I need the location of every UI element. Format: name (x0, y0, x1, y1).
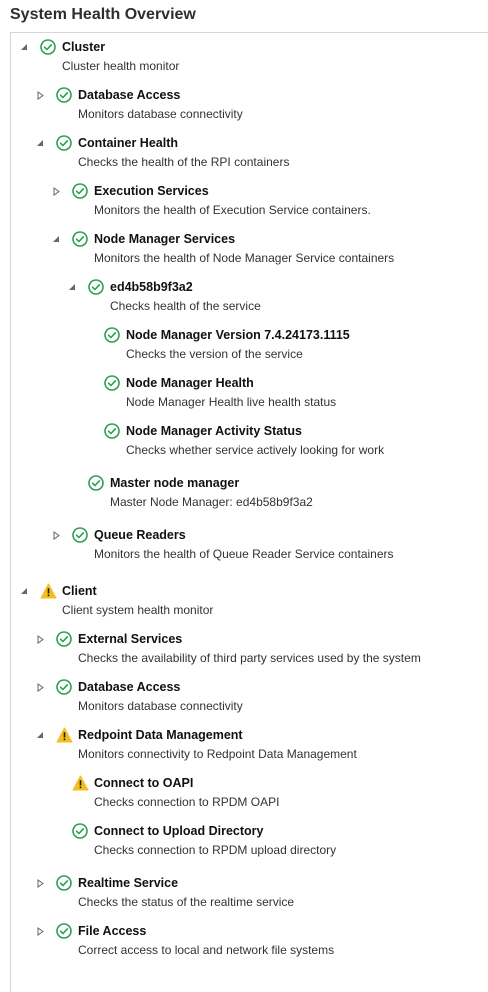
node-title: File Access (78, 924, 147, 938)
caret-down-icon[interactable] (48, 229, 64, 249)
caret-right-icon (37, 927, 44, 936)
check-circle-icon (102, 373, 122, 393)
tree-node[interactable] (0, 85, 488, 125)
tree-node[interactable] (0, 325, 488, 365)
caret-right-icon[interactable] (48, 181, 64, 201)
tree-node[interactable] (0, 677, 488, 717)
node-description: Checks health of the service (110, 299, 261, 313)
tree-node[interactable] (0, 725, 488, 765)
caret-right-icon (37, 683, 44, 692)
tree-node[interactable] (0, 525, 488, 565)
caret-down-icon (20, 587, 28, 595)
caret-right-icon[interactable] (32, 629, 48, 649)
node-description: Master Node Manager: ed4b58b9f3a2 (110, 495, 313, 509)
caret-right-icon (37, 635, 44, 644)
tree-node[interactable] (0, 921, 488, 961)
page-title: System Health Overview (10, 6, 196, 23)
caret-right-icon[interactable] (32, 85, 48, 105)
check-circle-icon (70, 821, 90, 841)
node-title: Container Health (78, 136, 179, 150)
node-title: Cluster (62, 40, 106, 54)
caret-down-icon[interactable] (16, 581, 32, 601)
check-circle-icon (54, 873, 74, 893)
caret-down-icon (68, 283, 76, 291)
caret-down-icon (20, 43, 28, 51)
caret-right-icon (37, 91, 44, 100)
check-circle-icon (70, 229, 90, 249)
check-circle-icon (102, 325, 122, 345)
node-title: Node Manager Activity Status (126, 424, 302, 438)
node-description: Checks the status of the realtime service (78, 895, 295, 909)
tree-node[interactable] (0, 821, 488, 861)
check-circle-icon (86, 473, 106, 493)
tree-node[interactable] (0, 277, 488, 317)
caret-down-icon (36, 139, 44, 147)
node-description: Checks connection to RPDM OAPI (94, 795, 280, 809)
caret-right-icon[interactable] (32, 921, 48, 941)
node-title: Realtime Service (78, 876, 179, 890)
tree-node[interactable] (0, 473, 488, 513)
check-circle-icon (54, 677, 74, 697)
check-circle-icon (54, 921, 74, 941)
node-description: Monitors the health of Queue Reader Service containers (94, 547, 394, 561)
node-title: Connect to Upload Directory (94, 824, 264, 838)
caret-right-icon (37, 879, 44, 888)
caret-down-icon[interactable] (64, 277, 80, 297)
warning-triangle-icon (38, 581, 58, 601)
caret-right-icon (53, 531, 60, 540)
node-title: Node Manager Services (94, 232, 236, 246)
node-title: Database Access (78, 88, 181, 102)
tree-node[interactable] (0, 373, 488, 413)
tree-node[interactable] (0, 873, 488, 913)
caret-right-icon[interactable] (32, 677, 48, 697)
tree-node[interactable] (0, 581, 488, 621)
node-description: Cluster health monitor (62, 59, 180, 73)
node-description: Checks the version of the service (126, 347, 303, 361)
node-description: Monitors database connectivity (78, 107, 243, 121)
node-description: Monitors connectivity to Redpoint Data Management (78, 747, 357, 761)
node-title: Queue Readers (94, 528, 186, 542)
caret-down-icon[interactable] (32, 725, 48, 745)
node-description: Node Manager Health live health status (126, 395, 337, 409)
node-description: Checks connection to RPDM upload directory (94, 843, 337, 857)
node-description: Monitors the health of Node Manager Service containers (94, 251, 395, 265)
node-description: Checks whether service actively looking for work (126, 443, 385, 457)
tree-node[interactable] (0, 229, 488, 269)
caret-down-icon[interactable] (16, 37, 32, 57)
check-circle-icon (70, 525, 90, 545)
tree-node[interactable] (0, 133, 488, 173)
node-title: External Services (78, 632, 183, 646)
node-title: Master node manager (110, 476, 240, 490)
node-title: Redpoint Data Management (78, 728, 243, 742)
tree-node[interactable] (0, 421, 488, 461)
check-circle-icon (86, 277, 106, 297)
node-title: Node Manager Version 7.4.24173.1115 (126, 328, 350, 342)
check-circle-icon (54, 85, 74, 105)
node-description: Monitors the health of Execution Service containers. (94, 203, 371, 217)
check-circle-icon (54, 133, 74, 153)
check-circle-icon (38, 37, 58, 57)
node-description: Correct access to local and network file systems (78, 943, 335, 957)
node-title: Connect to OAPI (94, 776, 194, 790)
tree-node[interactable] (0, 629, 488, 669)
check-circle-icon (54, 629, 74, 649)
node-description: Client system health monitor (62, 603, 214, 617)
caret-down-icon[interactable] (32, 133, 48, 153)
tree-node[interactable] (0, 37, 488, 77)
caret-right-icon[interactable] (32, 873, 48, 893)
tree-node[interactable] (0, 181, 488, 221)
node-title: Node Manager Health (126, 376, 254, 390)
caret-right-icon[interactable] (48, 525, 64, 545)
caret-right-icon (53, 187, 60, 196)
warning-triangle-icon (70, 773, 90, 793)
caret-down-icon (36, 731, 44, 739)
caret-down-icon (52, 235, 60, 243)
tree-node[interactable] (0, 773, 488, 813)
node-description: Monitors database connectivity (78, 699, 243, 713)
node-title: Database Access (78, 680, 181, 694)
warning-triangle-icon (54, 725, 74, 745)
node-title: Execution Services (94, 184, 209, 198)
node-description: Checks the availability of third party services used by the system (78, 651, 421, 665)
node-description: Checks the health of the RPI containers (78, 155, 290, 169)
check-circle-icon (102, 421, 122, 441)
check-circle-icon (70, 181, 90, 201)
node-title: Client (62, 584, 97, 598)
node-title: ed4b58b9f3a2 (110, 280, 193, 294)
